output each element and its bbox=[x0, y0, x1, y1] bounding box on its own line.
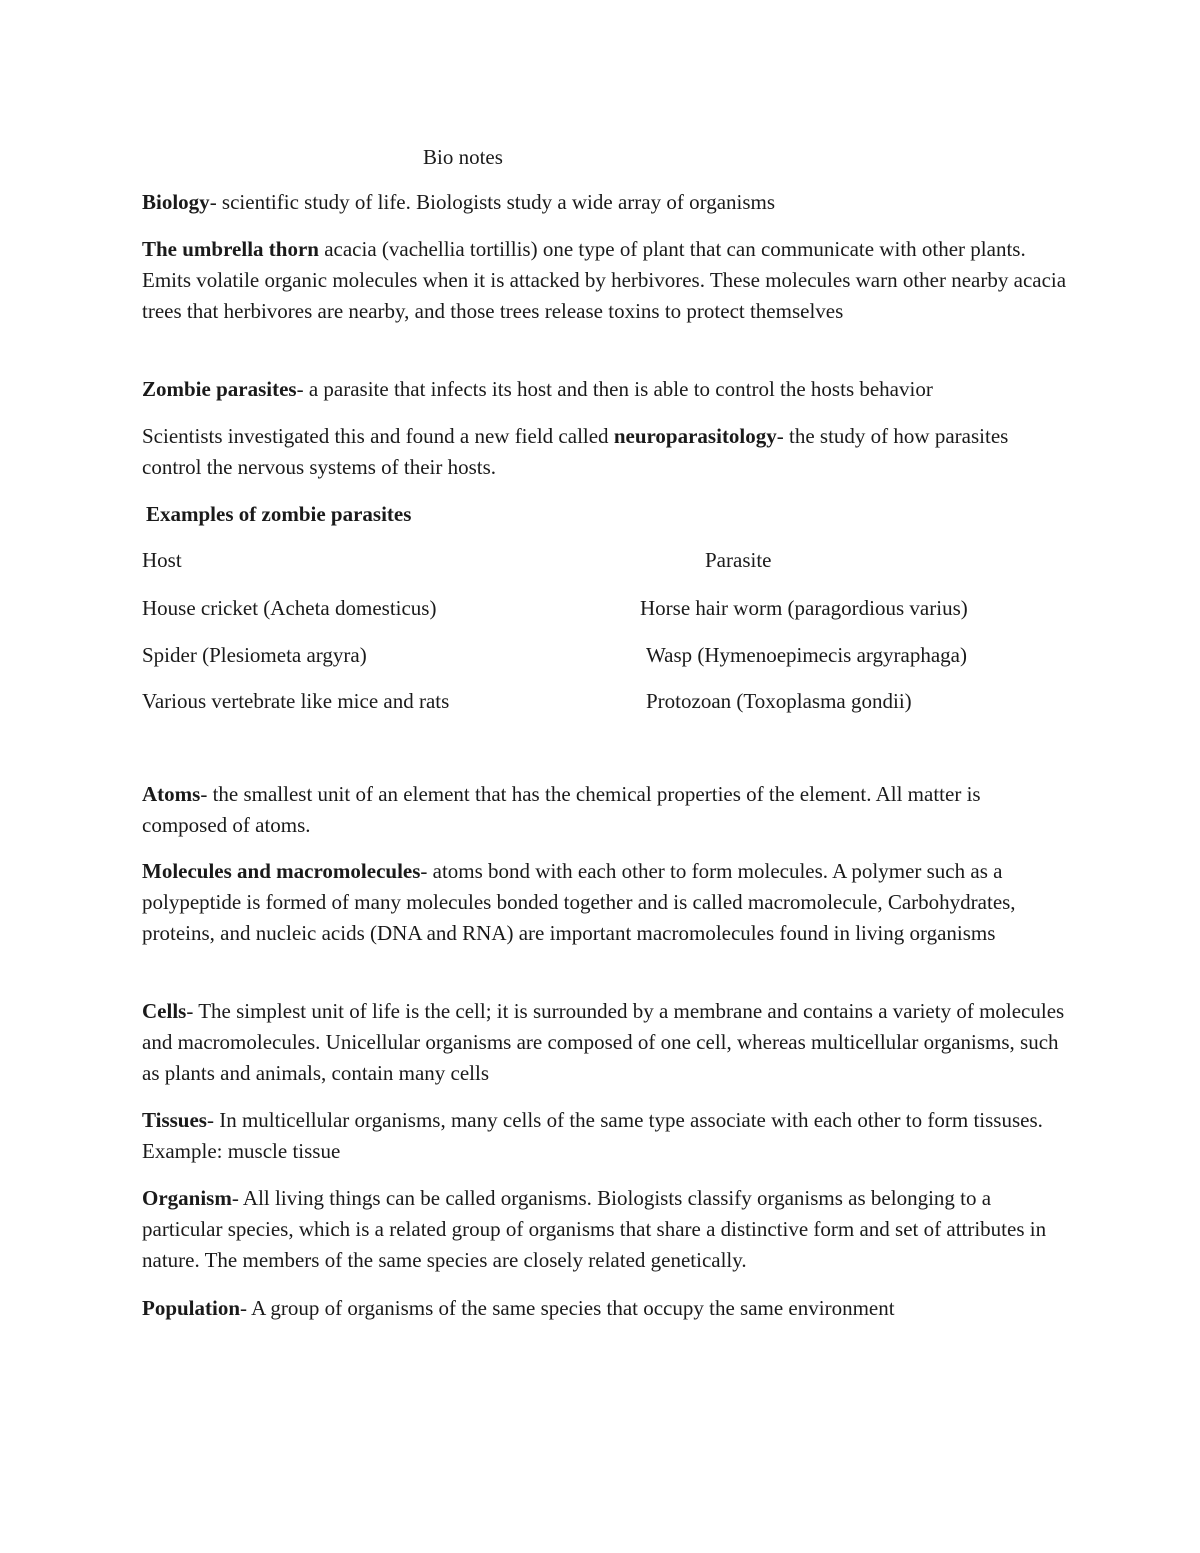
term-organism: Organism bbox=[142, 1186, 232, 1210]
table-header-row bbox=[0, 545, 1200, 575]
definition-biology: - scientific study of life. Biologists study a wide array of organisms bbox=[209, 190, 776, 214]
paragraph-umbrella-thorn bbox=[142, 234, 1067, 327]
definition-cells: - The simplest unit of life is the cell; it is surrounded by a membrane and contains a variety of molecules and macromolecules. Unicellular organisms are composed of one cell, whereas multicellular organisms, such as plants and animals, contain many cells bbox=[142, 999, 1065, 1085]
definition-umbrella-thorn: acacia (vachellia tortillis) one type of plant that can communicate with other plants. Emits volatile organic molecules when it is attacked by herbivores. These molecules warn other nearby acacia trees that herbivores are nearby, and those trees release toxins to protect themselves bbox=[142, 237, 1067, 323]
definition-neuroparasitology: - the study of how parasites control the nervous systems of their hosts. bbox=[142, 424, 1009, 479]
term-cells: Cells bbox=[142, 999, 187, 1023]
paragraph-organism bbox=[142, 1183, 1067, 1276]
term-zombie-parasites: Zombie parasites bbox=[142, 377, 297, 401]
definition-population: - A group of organisms of the same species that occupy the same environment bbox=[240, 1296, 895, 1320]
table-row bbox=[0, 593, 1200, 623]
table-cell-host: Various vertebrate like mice and rats bbox=[142, 689, 450, 713]
paragraph-biology bbox=[142, 187, 1067, 218]
term-neuroparasitology: neuroparasitology bbox=[613, 424, 777, 448]
term-tissues: Tissues bbox=[142, 1108, 207, 1132]
table-cell-parasite: Protozoan (Toxoplasma gondii) bbox=[646, 689, 912, 713]
term-umbrella-thorn: The umbrella thorn bbox=[142, 237, 319, 261]
table-cell-parasite: Horse hair worm (paragordious varius) bbox=[640, 596, 968, 620]
definition-zombie-parasites: - a parasite that infects its host and then is able to control the hosts behavior bbox=[296, 377, 933, 401]
definition-organism: - All living things can be called organisms. Biologists classify organisms as belonging to a particular species, which is a related group of organisms that share a distinctive form and set of attributes in nature. The members of the same species are closely related genetically. bbox=[142, 1186, 1047, 1272]
paragraph-atoms bbox=[142, 779, 1067, 841]
table-header-host: Host bbox=[142, 548, 182, 572]
term-atoms: Atoms bbox=[142, 782, 201, 806]
term-biology: Biology bbox=[142, 190, 210, 214]
neuroparasitology-intro: Scientists investigated this and found a new field called bbox=[142, 424, 614, 448]
definition-atoms: - the smallest unit of an element that has the chemical properties of the element. All matter is composed of atoms. bbox=[142, 782, 981, 837]
table-row bbox=[0, 640, 1200, 670]
paragraph-zombie-parasites bbox=[142, 374, 1067, 405]
examples-heading: Examples of zombie parasites bbox=[146, 502, 412, 526]
definition-tissues: - In multicellular organisms, many cells of the same type associate with each other to form tissuses. Example: muscle tissue bbox=[142, 1108, 1043, 1163]
paragraph-molecules bbox=[142, 856, 1067, 949]
paragraph-population bbox=[142, 1293, 1067, 1324]
table-cell-parasite: Wasp (Hymenoepimecis argyraphaga) bbox=[646, 643, 967, 667]
paragraph-cells bbox=[142, 996, 1067, 1089]
definition-molecules: - atoms bond with each other to form molecules. A polymer such as a polypeptide is formed of many molecules bonded together and is called macromolecule, Carbohydrates, proteins, and nucleic acids (DNA and RNA) are important macromolecules found in living organisms bbox=[142, 859, 1016, 945]
paragraph-neuroparasitology bbox=[142, 421, 1067, 483]
table-cell-host: House cricket (Acheta domesticus) bbox=[142, 596, 437, 620]
term-population: Population bbox=[142, 1296, 241, 1320]
paragraph-tissues bbox=[142, 1105, 1067, 1167]
table-header-parasite: Parasite bbox=[705, 548, 772, 572]
document-title: Bio notes bbox=[423, 145, 503, 169]
table-row bbox=[0, 686, 1200, 716]
table-cell-host: Spider (Plesiometa argyra) bbox=[142, 643, 367, 667]
term-molecules: Molecules and macromolecules bbox=[142, 859, 421, 883]
